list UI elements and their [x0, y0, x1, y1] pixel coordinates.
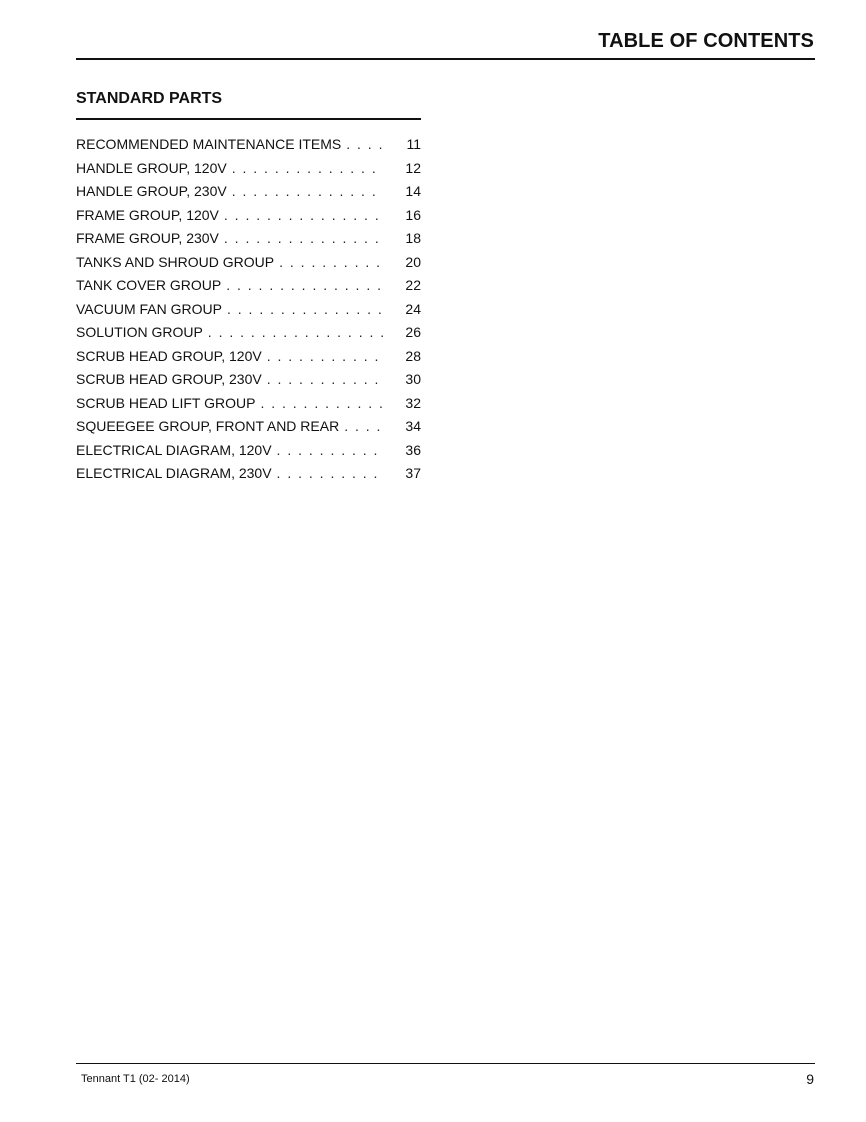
toc-dot-leader — [232, 158, 383, 178]
toc-entry-page: 24 — [405, 300, 421, 317]
toc-entry[interactable] — [76, 416, 421, 440]
toc-entry[interactable] — [76, 205, 421, 229]
toc-entry-page: 30 — [405, 371, 421, 387]
toc-dot-leader — [344, 416, 383, 436]
toc-entry[interactable] — [76, 252, 421, 276]
toc-entry-title: TANKS AND SHROUD GROUP — [76, 253, 275, 270]
toc-entry-page: 36 — [405, 441, 421, 458]
page-title: TABLE OF CONTENTS — [598, 30, 814, 52]
toc-dot-leader — [208, 322, 383, 342]
toc-entry[interactable] — [76, 346, 421, 370]
toc-entry-title: HANDLE GROUP, 120V — [76, 159, 227, 176]
footer-document-info: Tennant T1 (02- 2014) — [81, 1073, 190, 1085]
toc-entry[interactable] — [76, 393, 421, 417]
toc-entry[interactable] — [76, 158, 421, 182]
toc-entry[interactable] — [76, 440, 421, 464]
toc-dot-leader — [279, 252, 383, 272]
toc-entry-page: 20 — [405, 253, 421, 270]
toc-entry-title: VACUUM FAN GROUP — [76, 300, 222, 317]
toc-dot-leader — [224, 228, 383, 248]
toc-entry[interactable] — [76, 299, 421, 323]
toc-dot-leader — [232, 181, 383, 201]
toc-entry-page: 11 — [406, 136, 421, 152]
toc-entry[interactable] — [76, 134, 421, 158]
toc-entry[interactable] — [76, 181, 421, 205]
toc-entry-page: 28 — [405, 347, 421, 364]
toc-entry[interactable] — [76, 463, 421, 487]
toc-entry-title: HANDLE GROUP, 230V — [76, 183, 227, 199]
toc-entry-title: ELECTRICAL DIAGRAM, 230V — [76, 465, 272, 481]
toc-entry-page: 22 — [405, 277, 421, 293]
toc-entry-page: 16 — [405, 206, 421, 223]
toc-entry-title: TANK COVER GROUP — [76, 277, 222, 293]
toc-entry-title: SCRUB HEAD GROUP, 230V — [76, 371, 262, 387]
toc-entry-title: SQUEEGEE GROUP, FRONT AND REAR — [76, 418, 340, 434]
toc-entry-title: SCRUB HEAD LIFT GROUP — [76, 394, 256, 411]
toc-dot-leader — [346, 134, 383, 154]
toc-entry-title: ELECTRICAL DIAGRAM, 120V — [76, 441, 272, 458]
toc-entry-page: 37 — [405, 465, 421, 481]
toc-entry-page: 12 — [405, 159, 421, 176]
toc-entry-page: 18 — [405, 230, 421, 246]
toc-entry-title: RECOMMENDED MAINTENANCE ITEMS — [76, 136, 342, 152]
toc-entry-page: 14 — [405, 183, 421, 199]
toc-dot-leader — [277, 440, 383, 460]
toc-dot-leader — [227, 299, 383, 319]
toc-entry[interactable] — [76, 369, 421, 393]
toc-dot-leader — [267, 346, 383, 366]
toc-list — [76, 134, 421, 487]
toc-entry-page: 34 — [405, 418, 421, 434]
toc-entry-page: 32 — [405, 394, 421, 411]
footer-divider — [76, 1063, 815, 1064]
toc-dot-leader — [267, 369, 383, 389]
toc-entry[interactable] — [76, 228, 421, 252]
footer-page-number: 9 — [806, 1071, 814, 1087]
toc-dot-leader — [260, 393, 383, 413]
toc-dot-leader — [224, 205, 383, 225]
section-divider — [76, 118, 421, 120]
toc-dot-leader — [277, 463, 383, 483]
toc-entry-title: SOLUTION GROUP — [76, 324, 203, 340]
section-title: STANDARD PARTS — [76, 90, 223, 107]
header-divider — [76, 58, 815, 60]
toc-entry-title: FRAME GROUP, 120V — [76, 206, 219, 223]
toc-entry-title: FRAME GROUP, 230V — [76, 230, 219, 246]
toc-entry-title: SCRUB HEAD GROUP, 120V — [76, 347, 262, 364]
toc-entry-page: 26 — [405, 324, 421, 340]
toc-dot-leader — [226, 275, 383, 295]
toc-entry[interactable] — [76, 322, 421, 346]
toc-entry[interactable] — [76, 275, 421, 299]
